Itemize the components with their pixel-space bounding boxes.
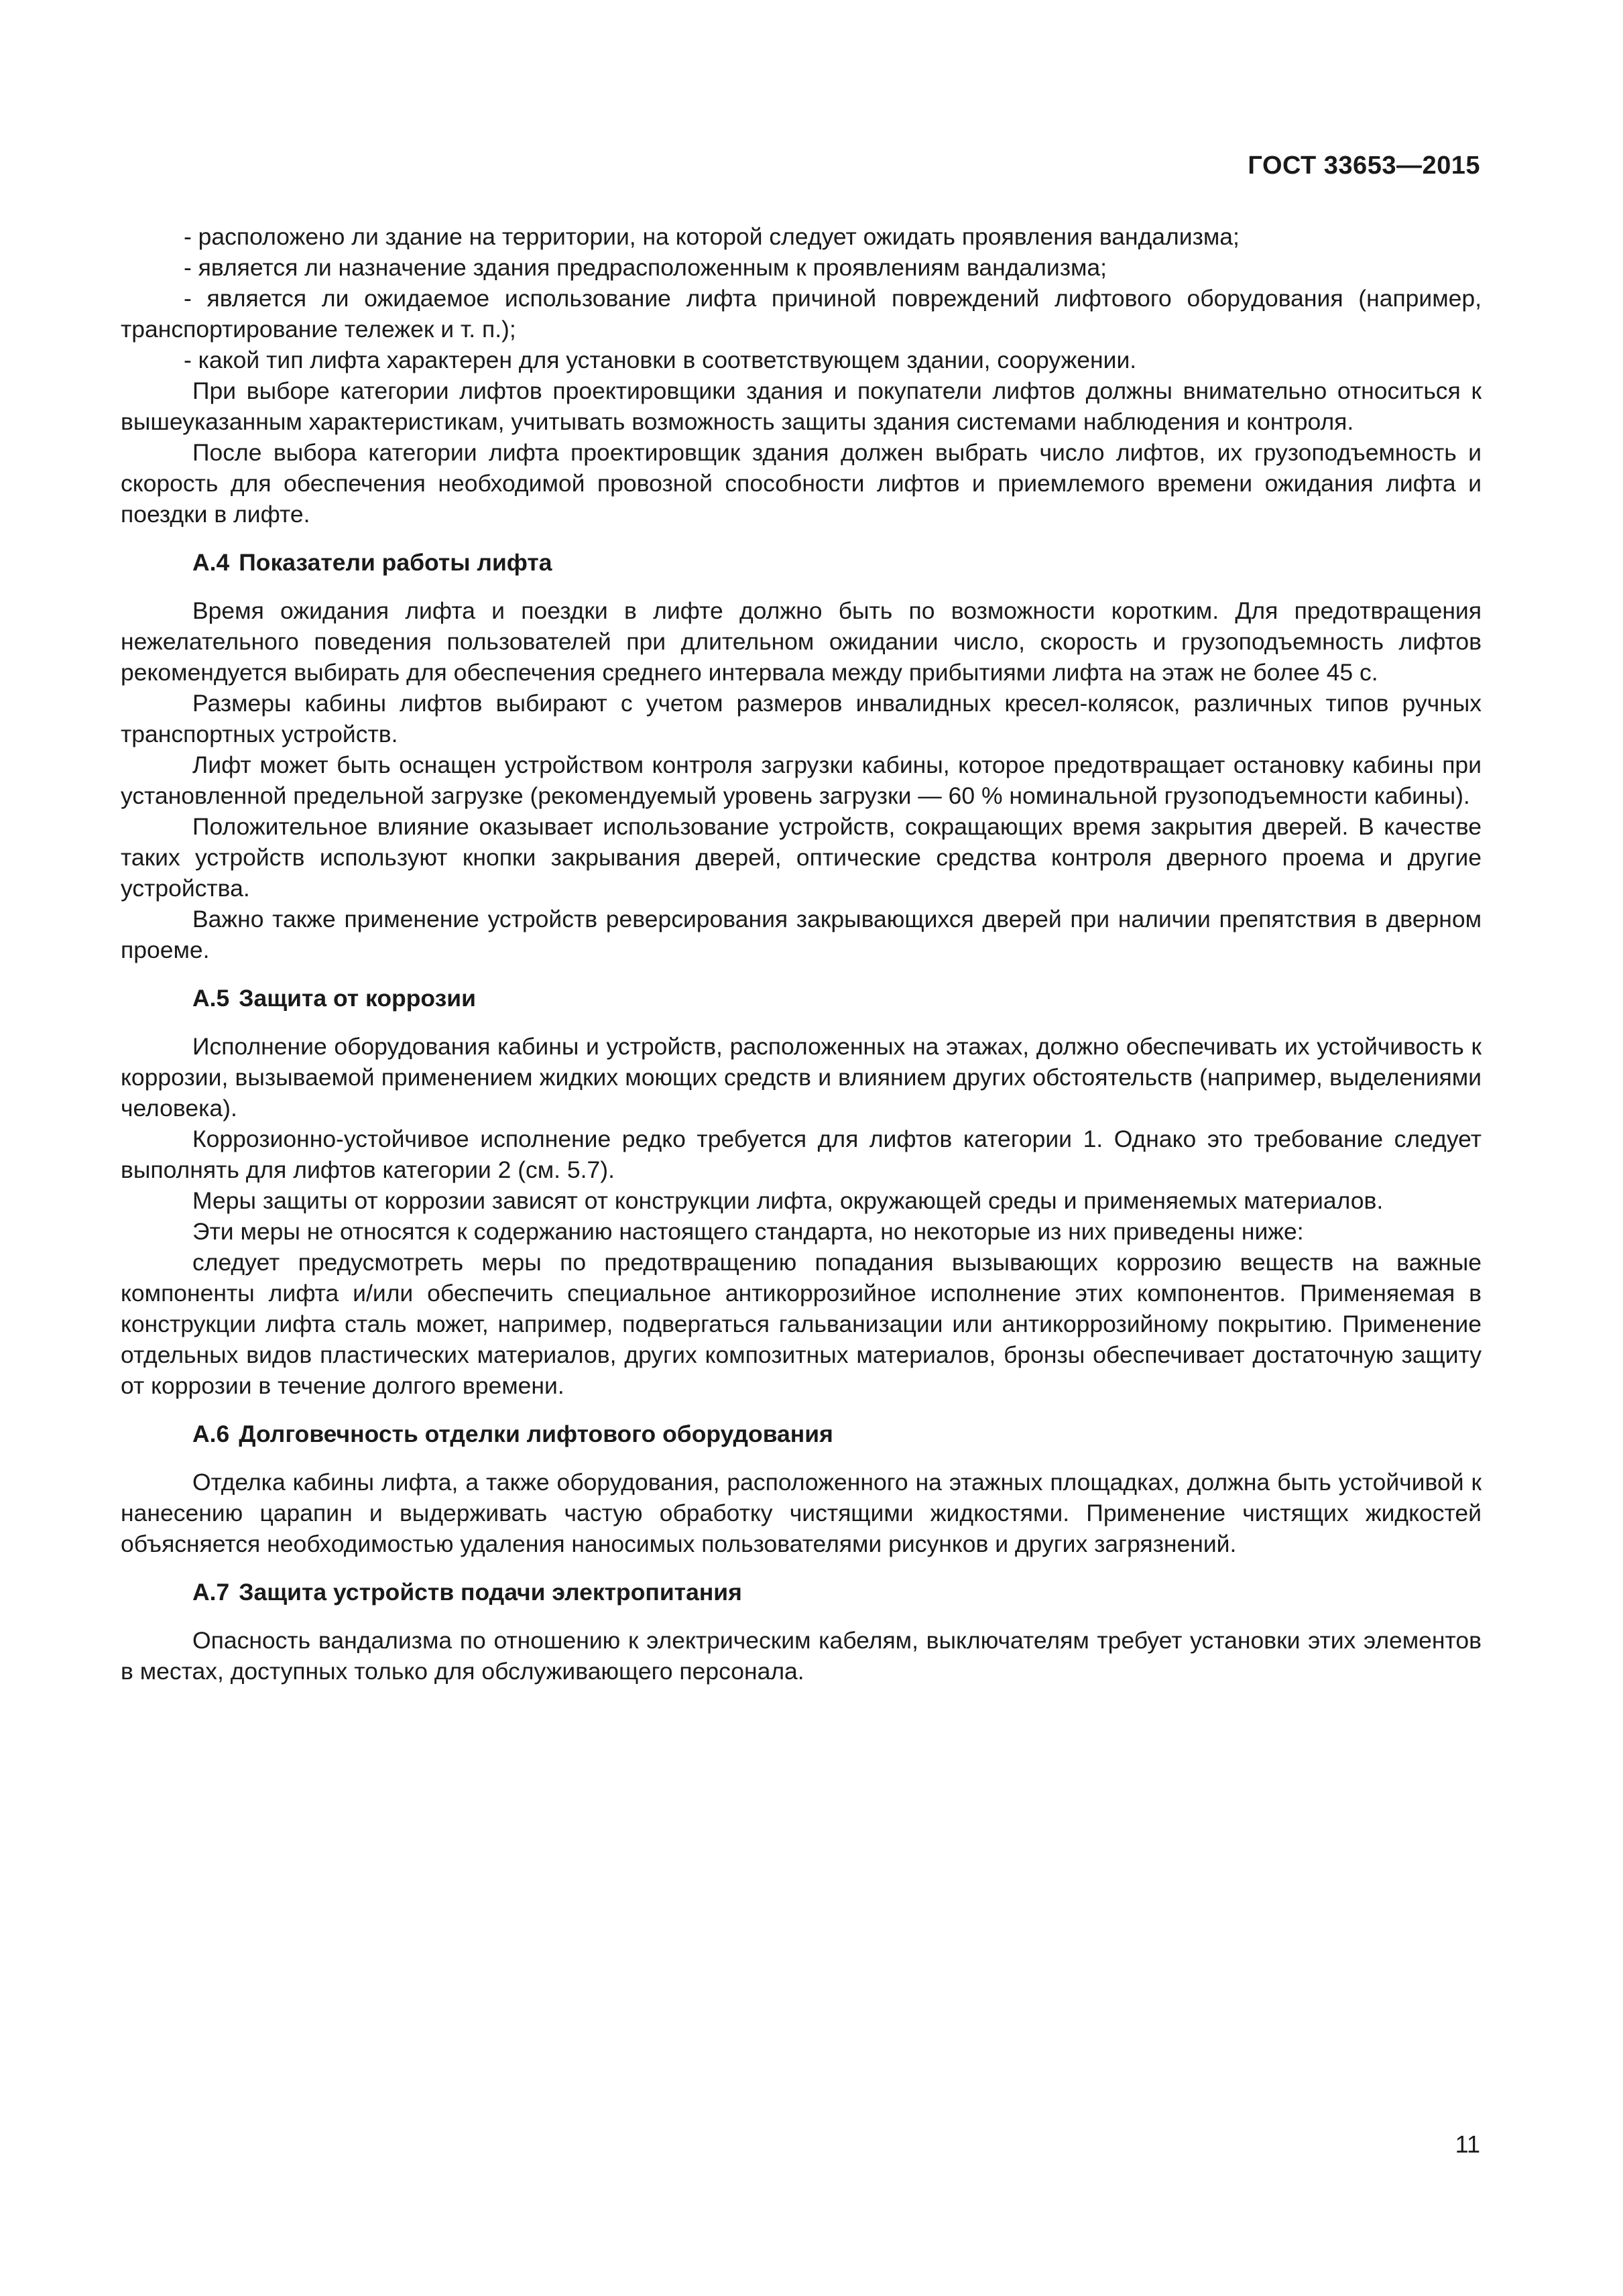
paragraph: Положительное влияние оказывает использование устройств, сокращающих время закрытия дверей. В качестве таких устройств используют кнопки закрывания дверей, оптические средства контроля дверного проема и другие устройства. [121,813,1482,902]
paragraph: Время ожидания лифта и поездки в лифте должно быть по возможности коротким. Для предотвращения нежелательного поведения пользователей при длительном ожидании число, скорость и грузоподъемность лифтов рекомендуется выбирать для обеспечения среднего интервала между прибытиями лифта на этаж не более 45 с. [121,597,1482,686]
section-heading-a6 [121,1418,1482,1449]
list-item: - является ли назначение здания предрасположенным к проявлениям вандализма; [184,254,1107,281]
paragraph: Исполнение оборудования кабины и устройств, расположенных на этажах, должно обеспечивать их устойчивость к коррозии, вызываемой применением жидких моющих средств и влиянием других обстоятельств (например, выделениями человека). [121,1033,1482,1122]
paragraph: После выбора категории лифта проектировщик здания должен выбрать число лифтов, их грузоподъемность и скорость для обеспечения необходимой провозной способности лифтов и приемлемого времени ожидания лифта и поездки в лифте. [121,439,1482,528]
paragraph: Эти меры не относятся к содержанию настоящего стандарта, но некоторые из них приведены ниже: [192,1218,1304,1245]
paragraph: Опасность вандализма по отношению к электрическим кабелям, выключателям требует установки этих элементов в местах, доступных только для обслуживающего персонала. [121,1627,1482,1685]
document-body [121,221,1482,1687]
list-item: - является ли ожидаемое использование лифта причиной повреждений лифтового оборудования (например, транспортирование тележек и т. п.); [121,285,1482,343]
section-title: Долговечность отделки лифтового оборудования [239,1421,833,1447]
section-title: Защита от коррозии [239,985,476,1012]
paragraph: Важно также применение устройств реверсирования закрывающихся дверей при наличии препятствия в дверном проеме. [121,906,1482,963]
paragraph: следует предусмотреть меры по предотвращению попадания вызывающих коррозию веществ на важные компоненты лифта и/или обеспечить специальное антикоррозийное исполнение этих компонентов. Применяемая в конструкции лифта сталь может, например, подвергаться гальванизации или антикоррозийному покрытию. Применение отдельных видов пластических материалов, других композитных материалов, бронзы обеспечивает достаточную защиту от коррозии в течение долгого времени. [121,1249,1482,1399]
page-number: 11 [1455,2130,1480,2158]
section-title: Защита устройств подачи электропитания [239,1579,742,1606]
section-title: Показатели работы лифта [239,549,552,576]
section-number: А.5 [192,985,230,1012]
paragraph: Коррозионно-устойчивое исполнение редко требуется для лифтов категории 1. Однако это требование следует выполнять для лифтов категории 2 (см. 5.7). [121,1126,1482,1183]
paragraph: Меры защиты от коррозии зависят от конструкции лифта, окружающей среды и применяемых материалов. [192,1187,1384,1214]
section-number: А.7 [192,1579,230,1606]
paragraph: Размеры кабины лифтов выбирают с учетом размеров инвалидных кресел-колясок, различных типов ручных транспортных устройств. [121,690,1482,747]
paragraph: Отделка кабины лифта, а также оборудования, расположенного на этажных площадках, должна быть устойчивой к нанесению царапин и выдерживать частую обработку чистящими жидкостями. Применение чистящих жидкостей объясняется необходимостью удаления наносимых пользователями рисунков и других загрязнений. [121,1469,1482,1557]
list-item: - какой тип лифта характерен для установки в соответствующем здании, сооружении. [184,347,1137,373]
section-heading-a5 [121,983,1482,1014]
section-heading-a4 [121,547,1482,578]
list-item: - расположено ли здание на территории, на которой следует ожидать проявления вандализма; [184,223,1240,250]
section-heading-a7 [121,1577,1482,1608]
paragraph: Лифт может быть оснащен устройством контроля загрузки кабины, которое предотвращает остановку кабины при установленной предельной загрузке (рекомендуемый уровень загрузки — 60 % номинальной грузоподъемности кабины). [121,751,1482,809]
section-number: А.4 [192,549,230,576]
document-code: ГОСТ 33653—2015 [1248,152,1480,180]
section-number: А.6 [192,1421,230,1447]
paragraph: При выборе категории лифтов проектировщики здания и покупатели лифтов должны внимательно относиться к вышеуказанным характеристикам, учитывать возможность защиты здания системами наблюдения и контроля. [121,377,1482,435]
